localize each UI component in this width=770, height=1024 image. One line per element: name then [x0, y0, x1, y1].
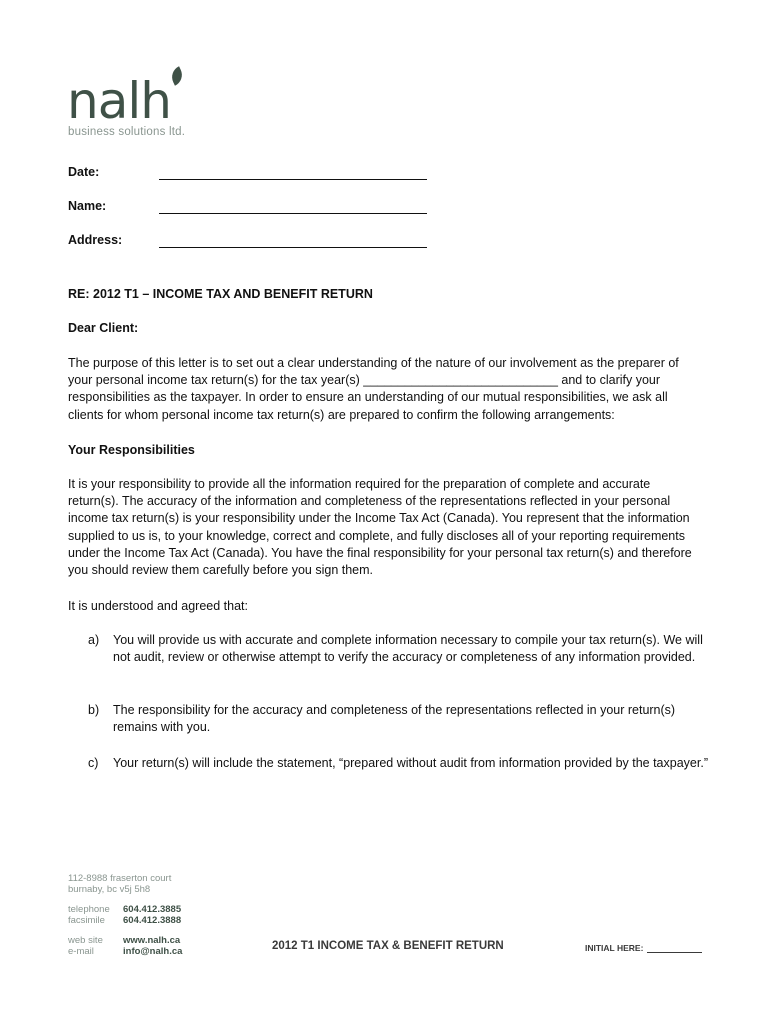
date-line[interactable] [159, 179, 427, 180]
salutation: Dear Client: [68, 321, 139, 335]
list-marker: b) [88, 703, 100, 717]
telephone-value: 604.412.3885 [123, 904, 182, 915]
re-line: RE: 2012 T1 – INCOME TAX AND BENEFIT RETURN [68, 287, 373, 301]
initial-label: INITIAL HERE: [585, 943, 644, 953]
list-text: Your return(s) will include the statement, “prepared without audit from information provided by the taxpayer.” [113, 756, 708, 770]
initial-line[interactable] [647, 952, 702, 953]
website-label: web site [68, 935, 103, 946]
logo-tagline: business solutions ltd. [68, 126, 186, 138]
list-text: You will provide us with accurate and complete information necessary to compile your tax return(s). We will not audit, review or otherwise attempt to verify the accuracy or completeness of any information provided. [113, 633, 703, 665]
list-text: The responsibility for the accuracy and completeness of the representations reflected in your return(s) remains with you. [113, 703, 676, 735]
footer-title: 2012 T1 INCOME TAX & BENEFIT RETURN [272, 940, 504, 952]
footer-email [68, 946, 182, 957]
facsimile-value: 604.412.3888 [123, 915, 182, 926]
date-field[interactable] [68, 165, 468, 185]
footer-website [68, 935, 180, 946]
agreed-intro: It is understood and agreed that: [68, 599, 248, 613]
footer-facsimile [68, 915, 181, 926]
section-heading: Your Responsibilities [68, 443, 195, 457]
footer-telephone [68, 904, 181, 915]
address-line[interactable] [159, 247, 427, 248]
website-link[interactable]: www.nalh.ca [123, 935, 181, 946]
facsimile-label: facsimile [68, 915, 105, 926]
intro-paragraph: The purpose of this letter is to set out a clear understanding of the nature of our involvement as the preparer of your personal income tax return(s) for the tax year(s) ____________________________ and to clarify your responsibilities as the taxpayer. In order to ensure an understanding of our mutual responsibilities, we ask all clients for whom personal income tax return(s) are prepared to confirm the following arrangements: [68, 356, 679, 422]
address-label: Address: [68, 233, 123, 247]
address-field[interactable] [68, 233, 468, 253]
date-label: Date: [68, 165, 100, 179]
company-logo [67, 68, 197, 144]
list-marker: c) [88, 756, 99, 770]
email-label: e-mail [68, 946, 94, 957]
name-field[interactable] [68, 199, 468, 219]
name-label: Name: [68, 199, 107, 213]
list-marker: a) [88, 633, 100, 647]
footer-address-line2: burnaby, bc v5j 5h8 [68, 884, 151, 895]
name-line[interactable] [159, 213, 427, 214]
responsibility-paragraph: It is your responsibility to provide all the information required for the preparation of complete and accurate return(s). The accuracy of the information and completeness of the representations reflected in your personal income tax return(s) is your responsibility under the Income Tax Act (Canada). You represent that the information supplied to us is, to your knowledge, correct and complete, and fully discloses all of your reporting requirements under the Income Tax Act (Canada). You have the final responsibility for your personal tax return(s) and therefore you should review them carefully before you sign them. [68, 477, 692, 578]
telephone-label: telephone [68, 904, 110, 915]
footer-address-line1: 112-8988 fraserton court [68, 873, 172, 884]
email-link[interactable]: info@nalh.ca [123, 946, 183, 957]
logo-wordmark: nalh [67, 72, 171, 130]
